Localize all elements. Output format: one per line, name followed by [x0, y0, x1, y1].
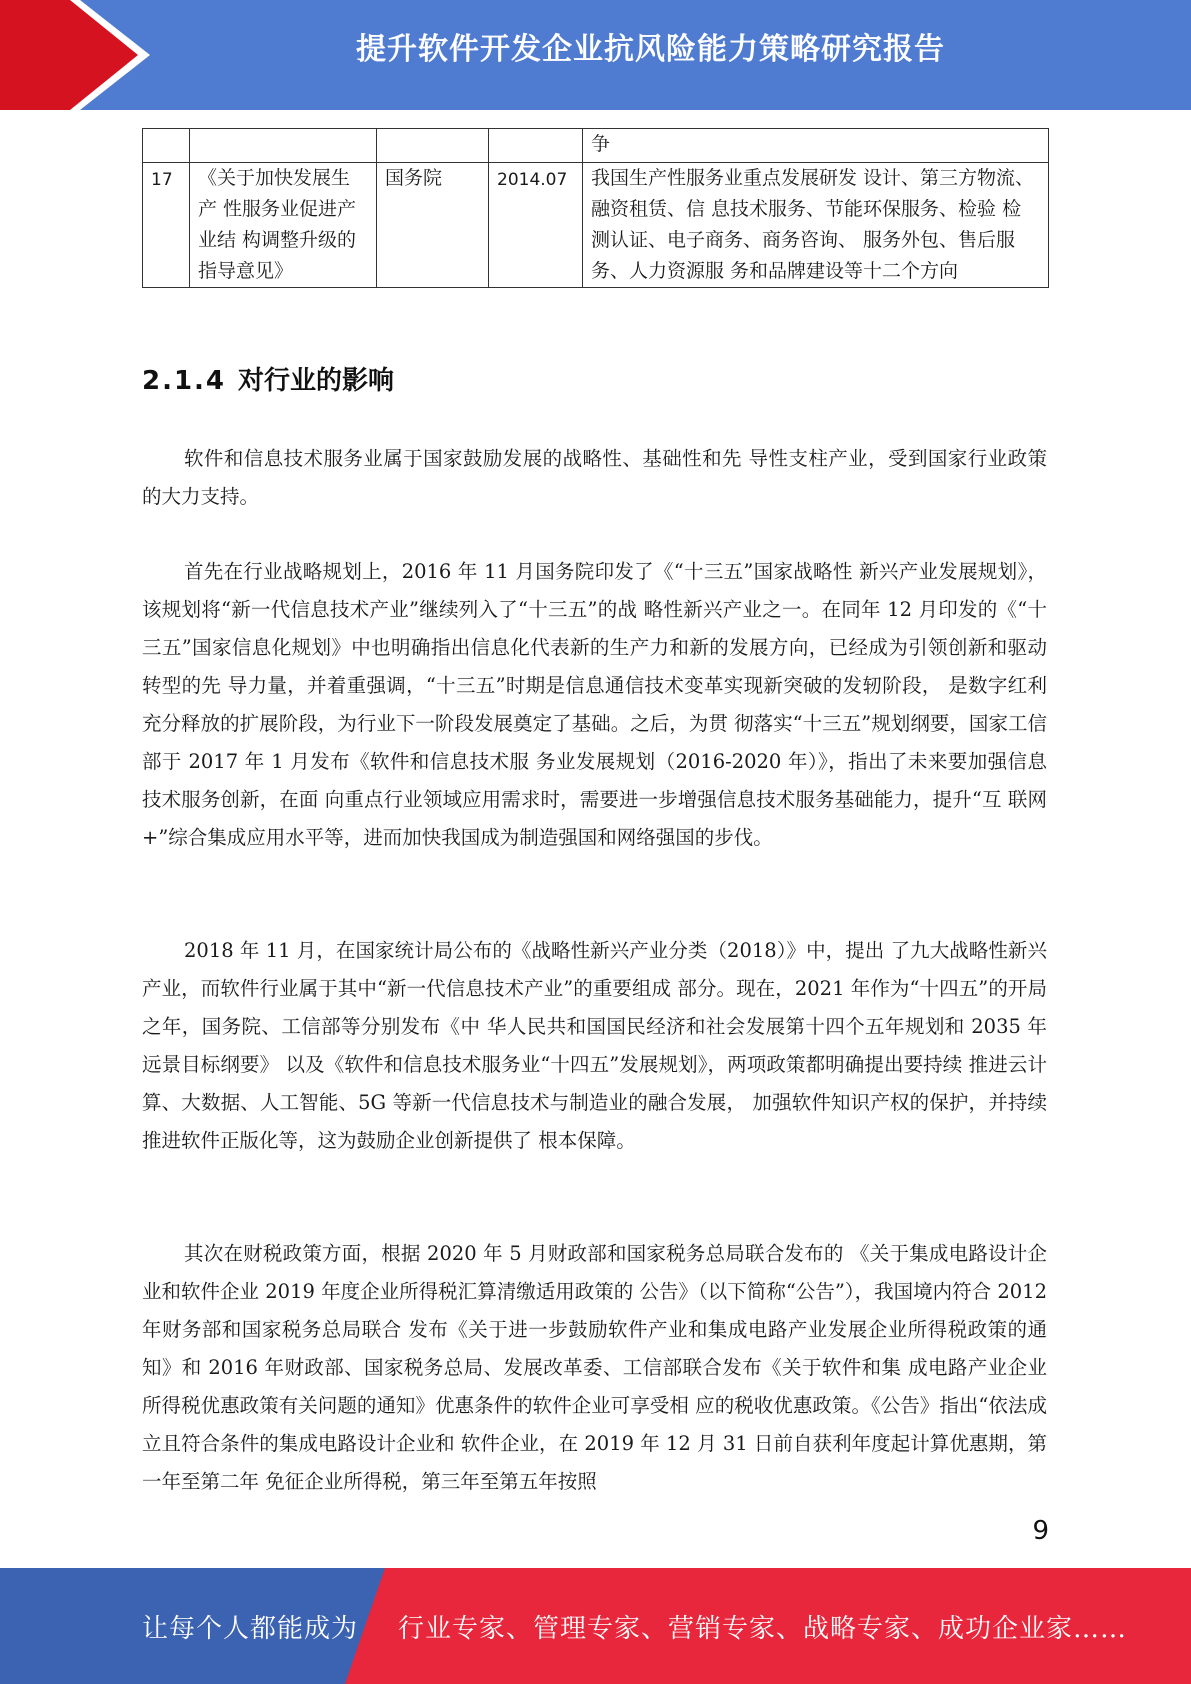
table-cell-no — [143, 129, 190, 163]
footer-slogan-left: 让每个人都能成为 — [142, 1614, 359, 1644]
body-paragraph: 软件和信息技术服务业属于国家鼓励发展的战略性、基础性和先 导性支柱产业，受到国家行业政策的大力支持。 — [142, 447, 1047, 508]
table-cell-date — [489, 129, 583, 163]
table-cell-issuer — [377, 129, 489, 163]
table-cell-title: 《关于加快发展生产 性服务业促进产业结 构调整升级的指导意见》 — [190, 163, 377, 288]
table-cell-content: 我国生产性服务业重点发展研发 设计、第三方物流、融资租赁、信 息技术服务、节能环保服务、检验 检测认证、电子商务、商务咨询、 服务外包、售后服务、人力资源服 务和品牌建设等十二个方向 — [583, 163, 1049, 288]
page-header — [0, 0, 1191, 110]
body-paragraph: 其次在财税政策方面，根据 2020 年 5 月财政部和国家税务总局联合发布的 《关于集成电路设计企业和软件企业 2019 年度企业所得税汇算清缴适用政策的 公告》（以下简称“公告”），我国境内符合 2012 年财务部和国家税务总局联合 发布《关于进一步鼓励软件产业和集成电路产业发展企业所得税政策的通知》和 2016 年财政部、国家税务总局、发展改革委、工信部联合发布《关于软件和集 成电路产业企业所得税优惠政策有关问题的通知》优惠条件的软件企业可享受相 应的税收优惠政策。《公告》指出“依法成立且符合条件的集成电路设计企业和 软件企业，在 2019 年 12 月 31 日前自获利年度起计算优惠期，第一年至第二年 免征企业所得税，第三年至第五年按照 — [142, 1242, 1047, 1493]
table-cell-no: 17 — [143, 163, 190, 288]
table-row — [143, 163, 1049, 288]
section-heading — [142, 360, 394, 397]
table-row — [143, 129, 1049, 163]
page-number: 9 — [1032, 1516, 1049, 1546]
table-cell-title — [190, 129, 377, 163]
report-title: 提升软件开发企业抗风险能力策略研究报告 — [356, 32, 945, 67]
table-cell-issuer: 国务院 — [377, 163, 489, 288]
body-paragraph: 2018 年 11 月，在国家统计局公布的《战略性新兴产业分类（2018）》中，提出 了九大战略性新兴产业，而软件行业属于其中“新一代信息技术产业”的重要组成 部分。现在，2021 年作为“十四五”的开局之年，国务院、工信部等分别发布《中 华人民共和国国民经济和社会发展第十四个五年规划和 2035 年远景目标纲要》 以及《软件和信息技术服务业“十四五”发展规划》，两项政策都明确提出要持续 推进云计算、大数据、人工智能、5G 等新一代信息技术与制造业的融合发展， 加强软件知识产权的保护，并持续推进软件正版化等，这为鼓励企业创新提供了 根本保障。 — [142, 939, 1047, 1152]
header-red-arrow-decoration — [0, 0, 150, 110]
table-cell-content: 争 — [583, 129, 1049, 163]
footer-slogan-right: 行业专家、管理专家、营销专家、战略专家、成功企业家…… — [398, 1614, 1128, 1644]
body-paragraph: 首先在行业战略规划上，2016 年 11 月国务院印发了《“十三五”国家战略性 新兴产业发展规划》，该规划将“新一代信息技术产业”继续列入了“十三五”的战 略性新兴产业之一。在同年 12 月印发的《“十三五”国家信息化规划》中也明确指出信息化代表新的生产力和新的发展方向，已经成为引领创新和驱动转型的先 导力量，并着重强调，“十三五”时期是信息通信技术变革实现新突破的发轫阶段， 是数字红利充分释放的扩展阶段，为行业下一阶段发展奠定了基础。之后，为贯 彻落实“十三五”规划纲要，国家工信部于 2017 年 1 月发布《软件和信息技术服 务业发展规划（2016-2020 年）》，指出了未来要加强信息技术服务创新，在面 向重点行业领域应用需求时，需要进一步增强信息技术服务基础能力，提升“互 联网+”综合集成应用水平等，进而加快我国成为制造强国和网络强国的步伐。 — [142, 560, 1047, 849]
table-cell-date: 2014.07 — [489, 163, 583, 288]
section-number: 2.1.4 — [142, 366, 227, 396]
section-title: 对行业的影响 — [238, 366, 395, 396]
policy-table — [142, 128, 1049, 288]
page-footer — [0, 1568, 1191, 1684]
